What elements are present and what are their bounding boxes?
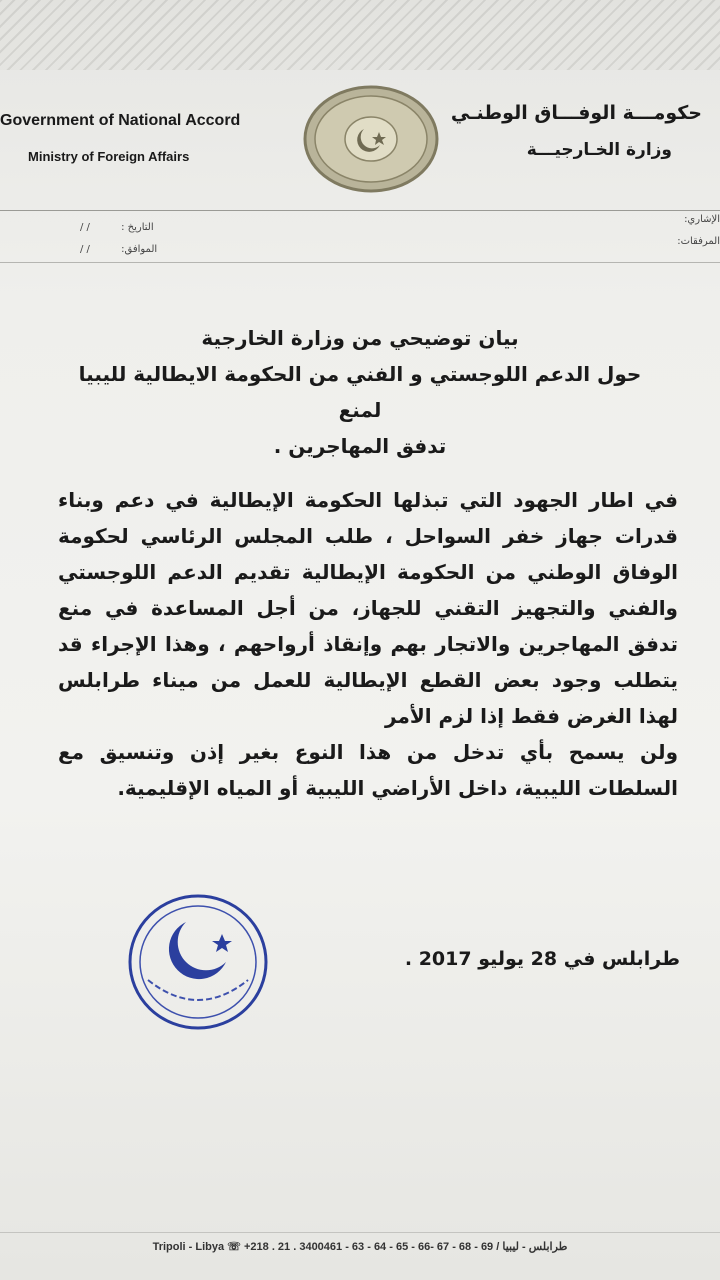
date-value: / / [80, 222, 90, 233]
statement-body [58, 482, 678, 806]
header-divider-top [0, 210, 720, 211]
attachments-label: المرفقات: [677, 236, 720, 247]
header-divider-bottom [0, 262, 720, 263]
english-government-name: Government of National Accord [0, 112, 241, 129]
title-line-3: تدفق المهاجرين . [273, 434, 447, 458]
arabic-government-name: حكومـــة الوفـــاق الوطنـي [450, 102, 702, 124]
reference-field [684, 214, 720, 225]
place-and-date: طرابلس في 28 يوليو 2017 . [404, 948, 680, 970]
statement-title [60, 320, 660, 464]
header-english [0, 112, 240, 164]
corresponding-value: / / [80, 244, 90, 255]
government-seal-emblem [300, 84, 442, 194]
footer-contact: Tripoli - Libya ☏ +218 . 21 . 3400461 - 63 - 64 - 65 - 66- 67 - 68 - 69 / طرابلس - ليبيا [152, 1241, 568, 1253]
top-hatched-border [0, 0, 720, 70]
corresponding-date-field [80, 244, 157, 255]
attachments-field [677, 236, 720, 247]
title-line-1: بيان توضيحي من وزارة الخارجية [201, 326, 519, 350]
ministry-stamp [124, 890, 272, 1035]
footer-divider [0, 1232, 720, 1233]
date-field [80, 222, 154, 233]
header-arabic [451, 102, 702, 160]
date-label: التاريخ : [121, 222, 154, 233]
corresponding-label: الموافق: [121, 244, 158, 255]
reference-label: الإشاري: [684, 214, 720, 225]
title-line-2: حول الدعم اللوجستي و الفني من الحكومة الايطالية لليبيا لمنع [78, 362, 642, 422]
arabic-ministry-name: وزارة الخـارجيـــة [526, 140, 672, 160]
body-paragraph-1: في اطار الجهود التي تبذلها الحكومة الإيطالية في دعم وبناء قدرات جهاز خفر السواحل ، طلب المجلس الرئاسي لحكومة الوفاق الوطني من الحكومة الإيطالية تقديم الدعم اللوجستي والفني والتجهيز التقني للجهاز، من أجل المساعدة في منع تدفق المهاجرين والاتجار بهم وإنقاذ أرواحهم ، وهذا الإجراء قد يتطلب وجود بعض القطع الإيطالية للعمل من ميناء طرابلس لهذا الغرض فقط إذا لزم الأمر [58, 488, 678, 728]
body-paragraph-2: ولن يسمح بأي تدخل من هذا النوع بغير إذن وتنسيق مع السلطات الليبية، داخل الأراضي الليبية أو المياه الإقليمية. [58, 740, 678, 800]
english-ministry-name: Ministry of Foreign Affairs [28, 149, 190, 164]
